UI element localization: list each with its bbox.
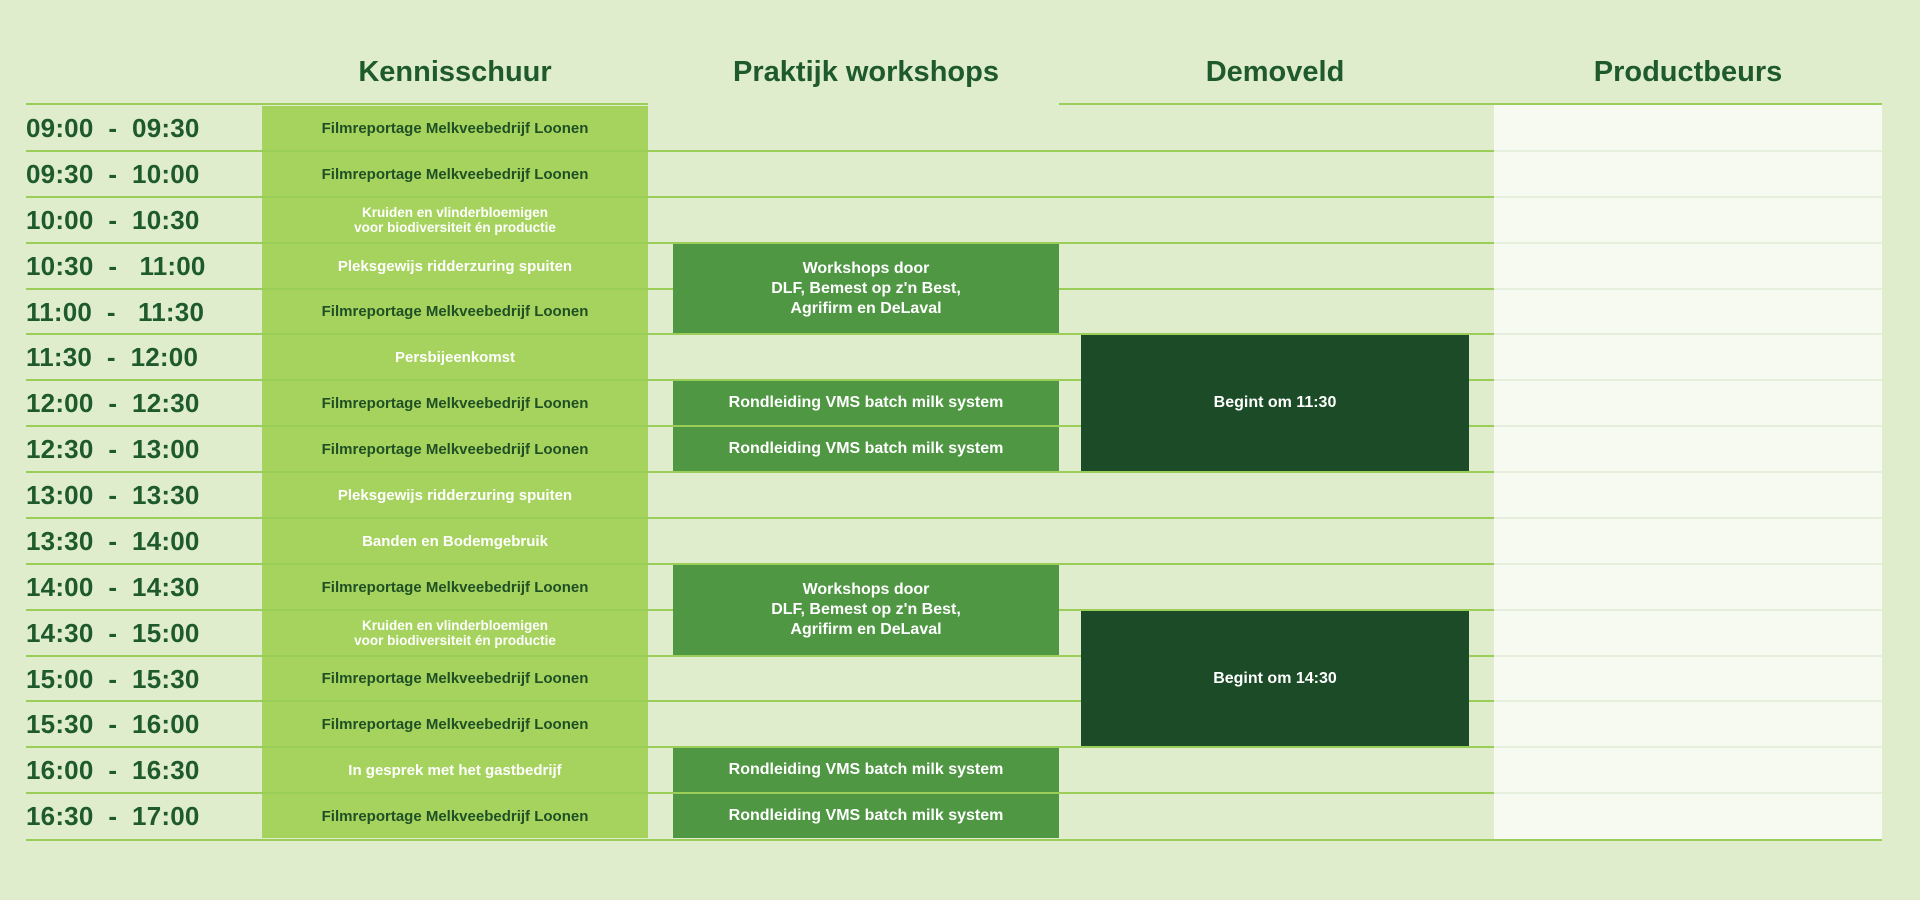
kennisschuur-session — [262, 473, 648, 517]
workshop-label: Rondleiding VMS batch milk system — [728, 440, 1004, 457]
kennisschuur-session-label: Kruiden en vlinderbloemigen voor biodiversiteit én productie — [354, 618, 556, 648]
productbeurs-row-divider — [1494, 700, 1882, 702]
time-slot-label: 11:30 - 12:00 — [26, 341, 199, 372]
time-slot-label: 16:30 - 17:00 — [26, 800, 200, 831]
productbeurs-row-divider — [1494, 792, 1882, 794]
kennisschuur-session-label: Banden en Bodemgebruik — [362, 532, 548, 550]
time-slot-label: 10:00 - 10:30 — [26, 204, 200, 235]
demoveld-label: Begint om 14:30 — [1213, 669, 1337, 687]
header-praktijk-workshops: Praktijk workshops — [733, 56, 999, 88]
productbeurs-row-divider — [1494, 288, 1882, 290]
time-slot-label: 09:00 - 09:30 — [26, 112, 200, 143]
time-slot-label: 14:00 - 14:30 — [26, 571, 200, 602]
kennisschuur-session-label: Filmreportage Melkveebedrijf Loonen — [321, 394, 589, 412]
kennisschuur-session — [262, 381, 648, 425]
kennisschuur-session — [262, 565, 648, 609]
demoveld-block — [1081, 335, 1469, 471]
kennisschuur-session-label: In gesprek met het gastbedrijf — [348, 761, 562, 779]
time-slot-label: 15:00 - 15:30 — [26, 663, 200, 694]
time-slot-label: 16:00 - 16:30 — [26, 754, 200, 785]
productbeurs-row-divider — [1494, 746, 1882, 748]
header-kennisschuur: Kennisschuur — [358, 56, 552, 88]
productbeurs-row-divider — [1494, 333, 1882, 335]
time-slot-label: 10:30 - 11:00 — [26, 250, 206, 281]
workshop-block — [673, 565, 1059, 655]
time-slot-label: 13:30 - 14:00 — [26, 525, 200, 556]
kennisschuur-session — [262, 106, 648, 150]
productbeurs-row-divider — [1494, 655, 1882, 657]
productbeurs-row-divider — [1494, 150, 1882, 152]
workshop-label: Rondleiding VMS batch milk system — [728, 761, 1004, 778]
time-slot-label: 12:00 - 12:30 — [26, 387, 200, 418]
kennisschuur-session-label: Filmreportage Melkveebedrijf Loonen — [321, 807, 589, 825]
kennisschuur-session-label: Filmreportage Melkveebedrijf Loonen — [321, 440, 589, 458]
productbeurs-row-divider — [1494, 563, 1882, 565]
time-slot-label: 11:00 - 11:30 — [26, 296, 205, 327]
header-productbeurs: Productbeurs — [1593, 56, 1783, 88]
kennisschuur-session-label: Filmreportage Melkveebedrijf Loonen — [321, 670, 589, 687]
header-rule-left — [26, 103, 648, 105]
kennisschuur-session-label: Filmreportage Melkveebedrijf Loonen — [321, 715, 589, 733]
kennisschuur-session — [262, 290, 648, 333]
productbeurs-panel — [1494, 105, 1882, 841]
kennisschuur-session-label: Kruiden en vlinderbloemigen voor biodiversiteit én productie — [354, 205, 556, 235]
workshop-label: Workshops door DLF, Bemest op z'n Best, Agrifirm en DeLaval — [771, 581, 961, 638]
workshop-block — [673, 244, 1059, 333]
kennisschuur-session — [262, 244, 648, 288]
productbeurs-row-divider — [1494, 517, 1882, 519]
kennisschuur-session — [262, 427, 648, 471]
kennisschuur-session — [262, 198, 648, 242]
kennisschuur-session — [262, 611, 648, 655]
kennisschuur-session-label: Filmreportage Melkveebedrijf Loonen — [321, 303, 589, 320]
time-slot-label: 09:30 - 10:00 — [26, 158, 200, 189]
kennisschuur-session — [262, 794, 648, 838]
kennisschuur-session — [262, 152, 648, 196]
productbeurs-row-divider — [1494, 379, 1882, 381]
kennisschuur-session — [262, 519, 648, 563]
kennisschuur-session-label: Filmreportage Melkveebedrijf Loonen — [321, 578, 589, 596]
kennisschuur-session-label: Filmreportage Melkveebedrijf Loonen — [321, 165, 589, 183]
kennisschuur-session — [262, 702, 648, 746]
productbeurs-row-divider — [1494, 609, 1882, 611]
kennisschuur-session-label: Pleksgewijs ridderzuring spuiten — [337, 257, 573, 275]
kennisschuur-session-label: Pleksgewijs ridderzuring spuiten — [337, 486, 573, 504]
productbeurs-row-divider — [1494, 425, 1882, 427]
bottom-rule — [26, 839, 1882, 841]
header-demoveld: Demoveld — [1205, 56, 1345, 88]
kennisschuur-session-label: Filmreportage Melkveebedrijf Loonen — [321, 119, 589, 137]
demoveld-block — [1081, 611, 1469, 746]
productbeurs-row-divider — [1494, 196, 1882, 198]
time-slot-label: 13:00 - 13:30 — [26, 479, 200, 510]
time-slot-label: 12:30 - 13:00 — [26, 433, 200, 464]
kennisschuur-session — [262, 748, 648, 792]
kennisschuur-session — [262, 335, 648, 379]
time-slot-label: 15:30 - 16:00 — [26, 708, 200, 739]
rondleiding-block — [673, 381, 1059, 425]
workshop-label: Rondleiding VMS batch milk system — [728, 394, 1004, 411]
kennisschuur-session — [262, 657, 648, 700]
workshop-label: Rondleiding VMS batch milk system — [728, 807, 1004, 824]
kennisschuur-session-label: Persbijeenkomst — [394, 348, 516, 366]
time-slot-label: 14:30 - 15:00 — [26, 617, 200, 648]
productbeurs-row-divider — [1494, 471, 1882, 473]
rondleiding-block — [673, 748, 1059, 792]
rondleiding-block — [673, 427, 1059, 471]
rondleiding-block — [673, 794, 1059, 838]
productbeurs-row-divider — [1494, 242, 1882, 244]
demoveld-label: Begint om 11:30 — [1213, 394, 1337, 411]
workshop-label: Workshops door DLF, Bemest op z'n Best, Agrifirm en DeLaval — [771, 259, 961, 317]
